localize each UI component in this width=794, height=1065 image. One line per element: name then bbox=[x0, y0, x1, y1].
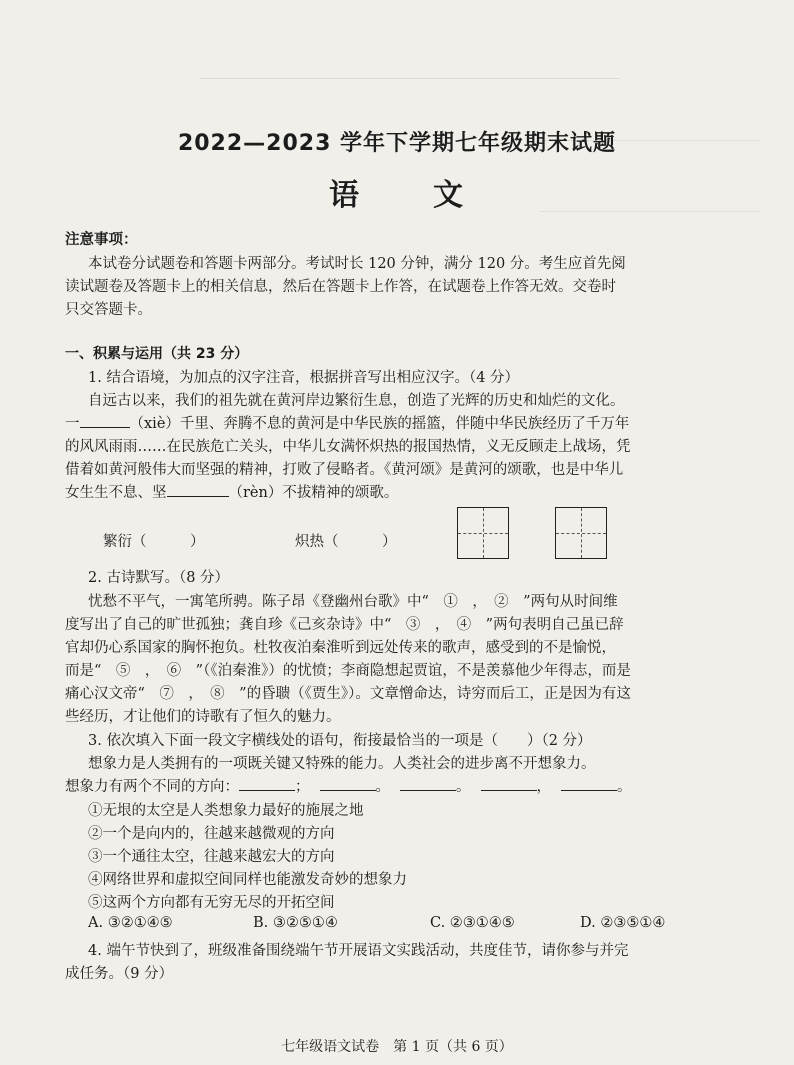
answer-choice-a[interactable]: A. ③②①④⑤ bbox=[88, 915, 173, 931]
subject-char: 语 bbox=[329, 178, 361, 213]
subject-char: 文 bbox=[433, 178, 465, 213]
option-item: ③一个通往太空，往越来越宏大的方向 bbox=[88, 849, 335, 865]
answer-blank[interactable] bbox=[320, 776, 376, 791]
subject-title bbox=[0, 170, 794, 214]
passage-line: 的风风雨雨……在民族危亡关头，中华儿女满怀炽热的报国热情，义无反顾走上战场，凭 bbox=[65, 439, 631, 455]
notice-line: 只交答题卡。 bbox=[65, 302, 152, 318]
option-item: ②一个是向内的，往越来越微观的方向 bbox=[88, 826, 335, 842]
notice-line: 本试卷分试题卷和答题卡两部分。考试时长 120 分钟，满分 120 分。考生应首先阅 bbox=[88, 256, 626, 272]
notice-heading: 注意事项： bbox=[65, 232, 138, 248]
section-heading: 一、积累与运用（共 23 分） bbox=[65, 346, 249, 362]
passage-text: 一 bbox=[65, 416, 80, 432]
answer-blank[interactable] bbox=[239, 776, 295, 791]
question-stem: 3. 依次填入下面一段文字横线处的语句，衔接最恰当的一项是（ ）（2 分） bbox=[88, 733, 592, 749]
passage-line: 些经历，才让他们的诗歌有了恒久的魅力。 bbox=[65, 709, 341, 725]
pinyin-blank[interactable]: 繁衍（ ） bbox=[103, 534, 205, 550]
passage-line: 度写出了自己的旷世孤独；龚自珍《己亥杂诗》中“ ③ ， ④ ”两句表明自己虽已辞 bbox=[65, 617, 624, 633]
passage-line: 想象力有两个不同的方向： ； 。 。 ， 。 bbox=[65, 775, 632, 796]
writing-grid-box[interactable] bbox=[555, 507, 607, 559]
answer-blank[interactable] bbox=[561, 776, 617, 791]
passage-text: 女生生不息、坚 bbox=[65, 485, 167, 501]
passage-line: 官却仍心系国家的胸怀抱负。杜牧夜泊秦淮听到远处传来的歌声，感受到的不是愉悦， bbox=[65, 640, 616, 656]
option-item: ⑤这两个方向都有无穷无尽的开拓空间 bbox=[88, 895, 335, 911]
answer-blank[interactable] bbox=[400, 776, 456, 791]
answer-blank[interactable] bbox=[167, 482, 229, 497]
pinyin-blank[interactable]: 炽热（ ） bbox=[295, 534, 397, 550]
option-item: ④网络世界和虚拟空间同样也能激发奇妙的想象力 bbox=[88, 872, 407, 888]
bleed-through-mark bbox=[200, 78, 620, 89]
exam-title: 2022—2023 学年下学期七年级期末试题 bbox=[177, 131, 617, 156]
passage-line bbox=[65, 481, 398, 502]
question-stem: 2. 古诗默写。（8 分） bbox=[88, 570, 230, 586]
passage-line: 痛心汉文帝“ ⑦ ， ⑧ ”的昏聩（《贾生》）。文章憎命达，诗穷而后工，正是因为有这 bbox=[65, 686, 631, 702]
passage-text: 想象力有两个不同的方向： bbox=[65, 779, 239, 795]
option-item: ①无垠的太空是人类想象力最好的施展之地 bbox=[88, 803, 364, 819]
passage-line: 自远古以来，我们的祖先就在黄河岸边繁衍生息，创造了光辉的历史和灿烂的文化。 bbox=[88, 393, 625, 409]
answer-blank[interactable] bbox=[481, 776, 537, 791]
passage-line: 而是“ ⑤ ， ⑥ ”（《泊秦淮》）的忧愤；李商隐想起贾谊，不是羡慕他少年得志，而是 bbox=[65, 663, 631, 679]
answer-choice-b[interactable]: B. ③②⑤①④ bbox=[253, 915, 338, 931]
passage-line bbox=[65, 412, 629, 433]
notice-line: 读试题卷及答题卡上的相关信息，然后在答题卡上作答，在试题卷上作答无效。交卷时 bbox=[65, 279, 616, 295]
passage-text: （rèn）不拔精神的颂歌。 bbox=[228, 485, 399, 501]
passage-text: （xiè）千里、奔腾不息的黄河是中华民族的摇篮，伴随中华民族经历了千万年 bbox=[129, 416, 630, 432]
question-stem: 4. 端午节快到了，班级准备围绕端午节开展语文实践活动，共度佳节，请你参与并完 bbox=[88, 943, 629, 959]
question-stem: 1. 结合语境，为加点的汉字注音，根据拼音写出相应汉字。（4 分） bbox=[88, 370, 520, 386]
question-stem: 成任务。（9 分） bbox=[65, 966, 174, 982]
passage-line: 借着如黄河般伟大而坚强的精神，打败了侵略者。《黄河颂》是黄河的颂歌，也是中华儿 bbox=[65, 462, 624, 478]
answer-blank[interactable] bbox=[80, 413, 130, 428]
page-footer: 七年级语文试卷 第 1 页（共 6 页） bbox=[281, 1039, 513, 1055]
answer-choice-d[interactable]: D. ②③⑤①④ bbox=[580, 915, 666, 931]
passage-line: 想象力是人类拥有的一项既关键又特殊的能力。人类社会的进步离不开想象力。 bbox=[88, 756, 596, 772]
writing-grid-box[interactable] bbox=[457, 507, 509, 559]
answer-choice-c[interactable]: C. ②③①④⑤ bbox=[430, 915, 515, 931]
passage-line: 忧愁不平气，一寓笔所骋。陈子昂《登幽州台歌》中“ ① ， ② ”两句从时间维 bbox=[88, 594, 618, 610]
